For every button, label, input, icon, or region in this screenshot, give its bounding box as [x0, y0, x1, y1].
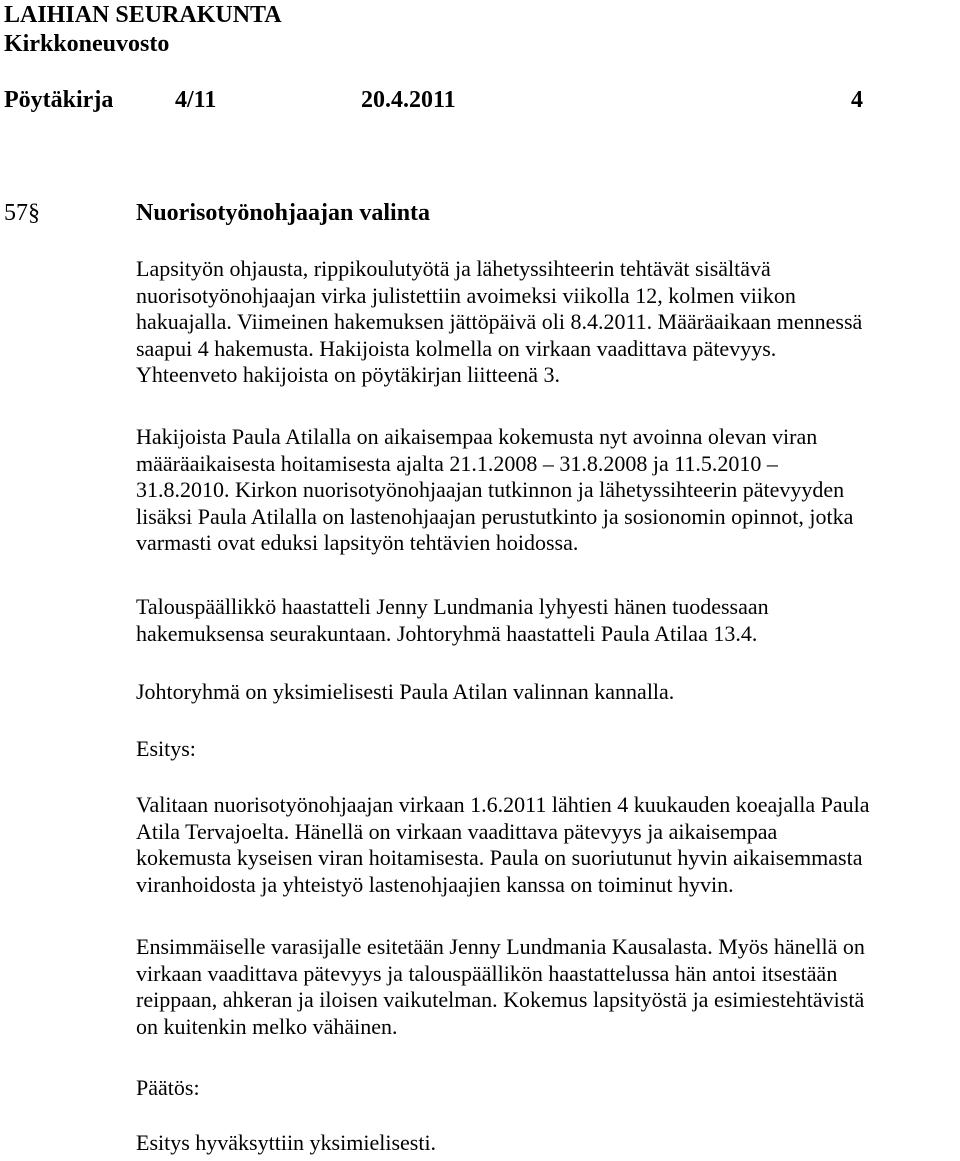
text-line: määräaikaisesta hoitamisesta ajalta 21.1.2008 – 31.8.2008 ja 11.5.2010 –: [136, 450, 778, 476]
text-line: kokemusta kyseisen viran hoitamisesta. Paula on suoriutunut hyvin aikaisemmasta: [136, 845, 863, 870]
organization-name: LAIHIAN SEURAKUNTA: [4, 2, 282, 28]
meeting-date: 20.4.2011: [361, 87, 456, 113]
text-line: lisäksi Paula Atilalla on lastenohjaajan perustutkinto ja sosionomin opinnot, jotka: [136, 503, 854, 529]
paragraph-reserve: [136, 934, 956, 1040]
text-line: Päätös:: [136, 1075, 200, 1100]
text-line: hakuajalla. Viimeinen hakemuksen jättöpäivä oli 8.4.2011. Määräaikaan mennessä: [136, 309, 863, 334]
text-line: viranhoidosta ja yhteistyö lastenohjaajien kanssa on toiminut hyvin.: [136, 871, 734, 897]
section-number: 57§: [4, 200, 40, 226]
paragraph-vacancy: [136, 256, 956, 389]
text-line: Johtoryhmä on yksimielisesti Paula Atilan valinnan kannalla.: [136, 679, 675, 704]
decision-label: [136, 1075, 956, 1102]
text-line: reippaan, ahkeran ja iloisen vaikutelman. Kokemus lapsityöstä ja esimiestehtävistä: [136, 987, 865, 1012]
text-line: Esitys:: [136, 736, 196, 761]
proposal-label: [136, 736, 956, 763]
text-line: varmasti ovat eduksi lapsityön tehtävien hoidossa.: [136, 530, 579, 555]
paragraph-interviews: [136, 594, 956, 647]
text-line: Valitaan nuorisotyönohjaajan virkaan 1.6.2011 lähtien 4 kuukauden koeajalla Paula: [136, 792, 870, 817]
page-number: 4: [851, 87, 863, 113]
text-line: Lapsityön ohjausta, rippikoulutyötä ja lähetyssihteerin tehtävät sisältävä: [136, 256, 771, 281]
text-line: Esitys hyväksyttiin yksimielisesti.: [136, 1130, 437, 1155]
text-line: Ensimmäiselle varasijalle esitetään Jenny Lundmania Kausalasta. Myös hänellä on: [136, 934, 865, 959]
department-name: Kirkkoneuvosto: [4, 31, 170, 57]
paragraph-management-opinion: [136, 679, 956, 706]
paragraph-decision: [136, 1130, 956, 1157]
text-line: Hakijoista Paula Atilalla on aikaisempaa kokemusta nyt avoinna olevan viran: [136, 424, 818, 449]
text-line: Atila Tervajoelta. Hänellä on virkaan vaadittava pätevyys ja aikaisempaa: [136, 818, 778, 844]
text-line: saapui 4 hakemusta. Hakijoista kolmella on virkaan vaadittava pätevyys.: [136, 335, 777, 361]
meeting-number: 4/11: [175, 87, 217, 113]
document-type: Pöytäkirja: [4, 87, 114, 113]
text-line: hakemuksensa seurakuntaan. Johtoryhmä haastatteli Paula Atilaa 13.4.: [136, 620, 758, 646]
text-line: Yhteenveto hakijoista on pöytäkirjan liitteenä 3.: [136, 362, 560, 387]
paragraph-applicant-experience: [136, 424, 956, 557]
text-line: virkaan vaadittava pätevyys ja talouspäällikön haastattelussa hän antoi itsestään: [136, 960, 838, 986]
text-line: 31.8.2010. Kirkon nuorisotyönohjaajan tutkinnon ja lähetyssihteerin pätevyyden: [136, 477, 845, 502]
section-title: Nuorisotyönohjaajan valinta: [136, 200, 431, 226]
paragraph-proposal: [136, 792, 956, 898]
text-line: nuorisotyönohjaajan virka julistettiin avoimeksi viikolla 12, kolmen viikon: [136, 282, 796, 308]
text-line: on kuitenkin melko vähäinen.: [136, 1013, 398, 1039]
text-line: Talouspäällikkö haastatteli Jenny Lundmania lyhyesti hänen tuodessaan: [136, 594, 769, 619]
